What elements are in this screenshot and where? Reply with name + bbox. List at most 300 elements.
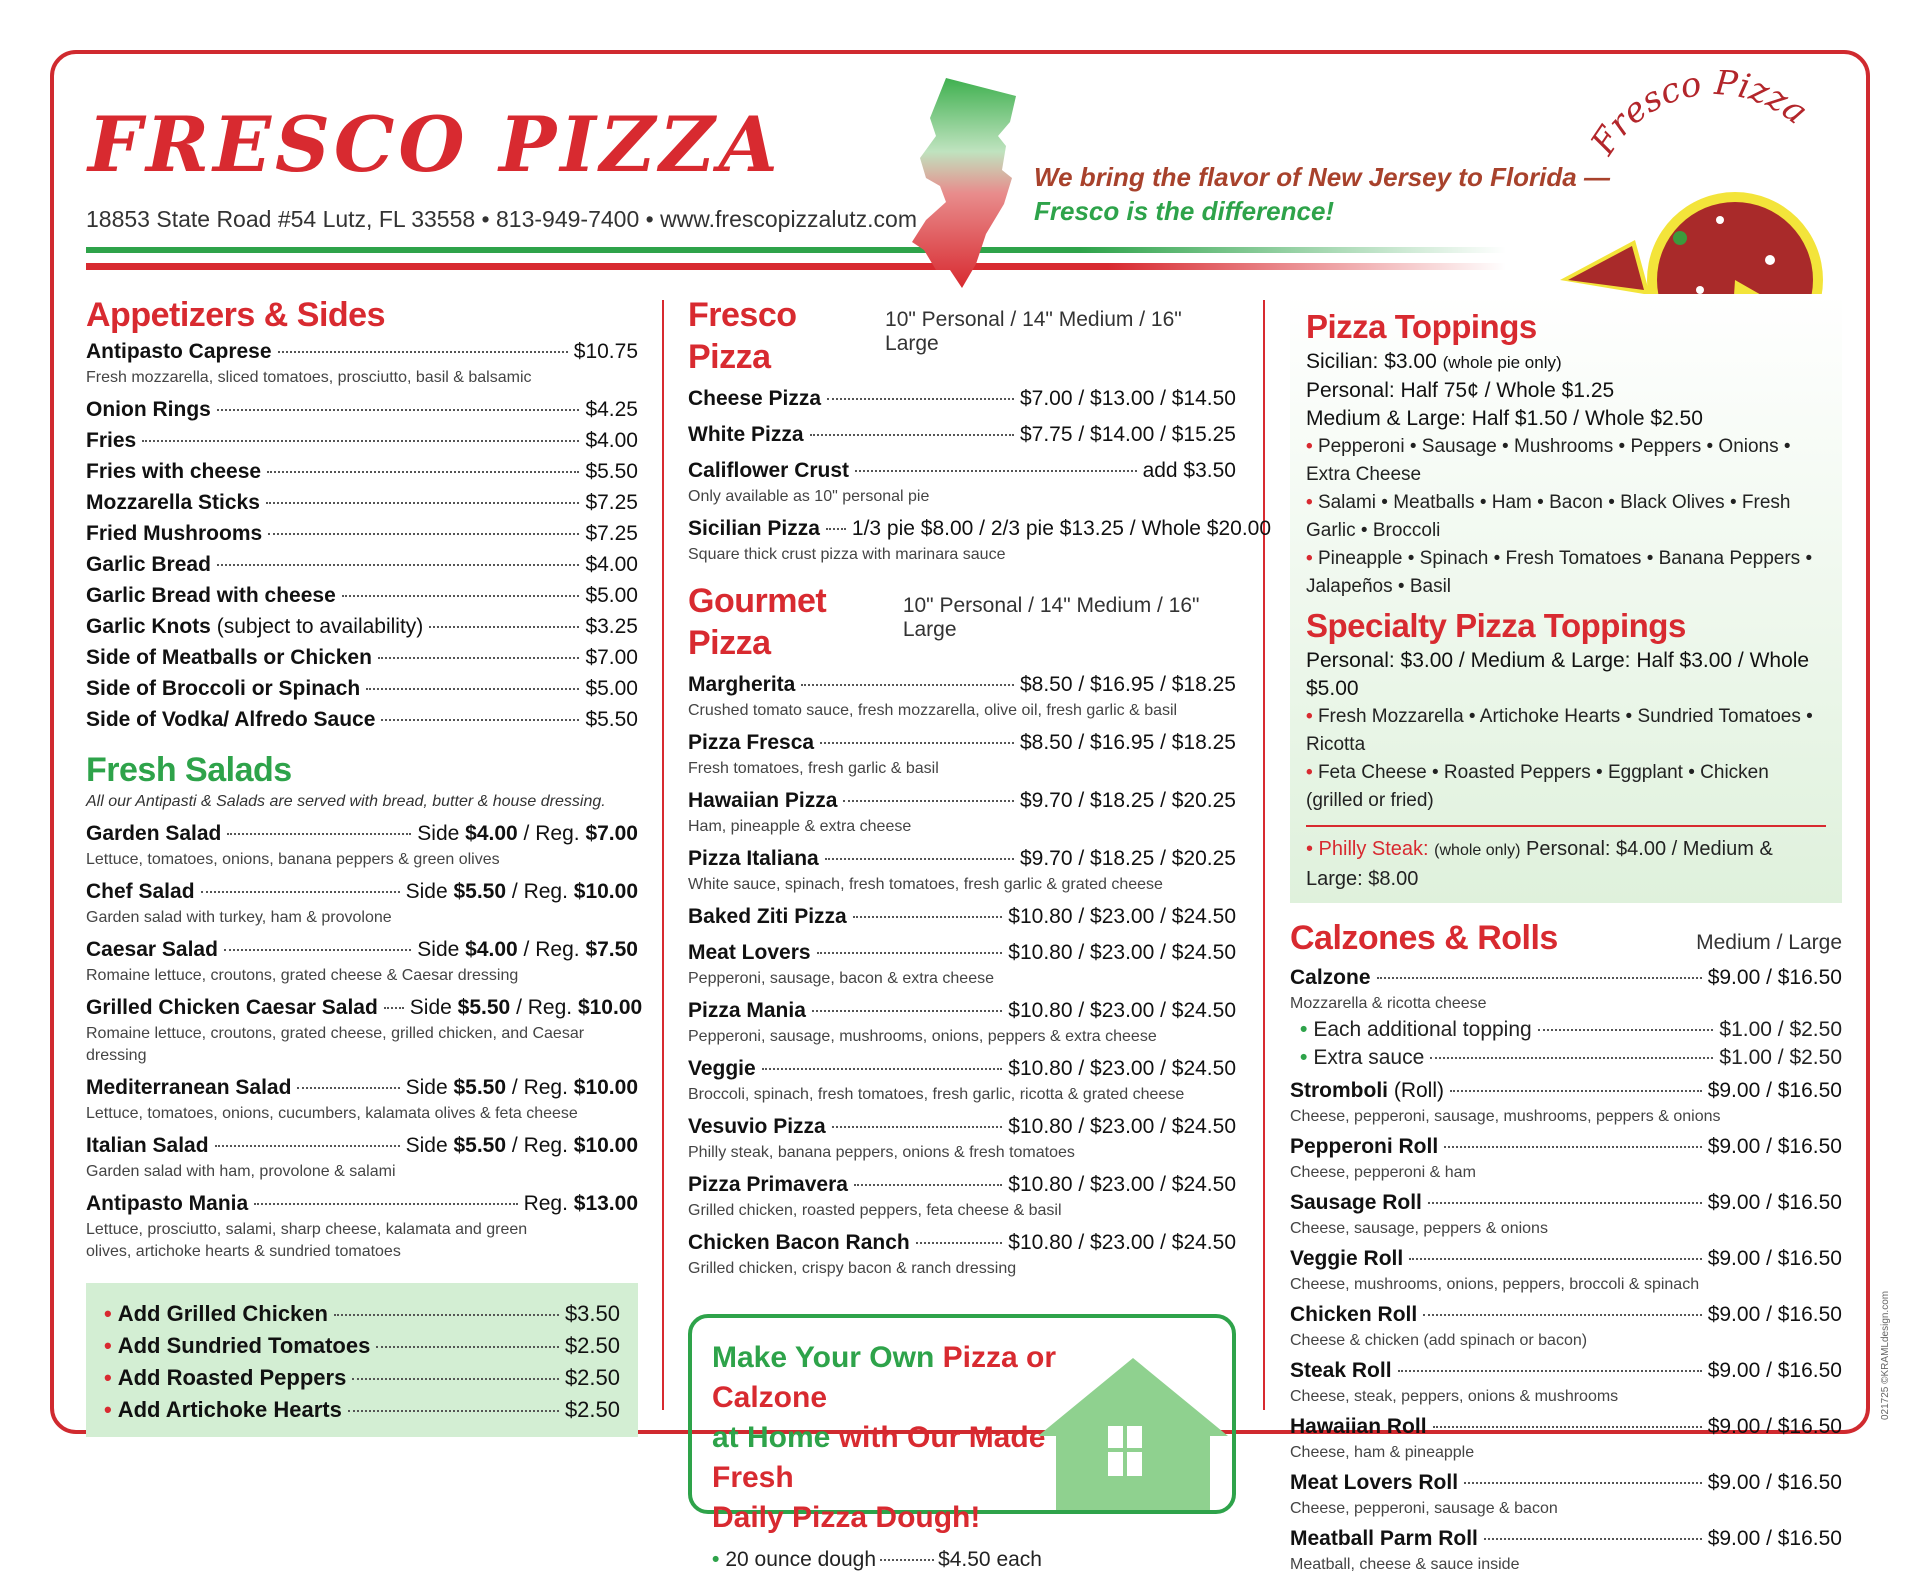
item-name-text: Hawaiian Roll: [1290, 1415, 1427, 1438]
addon-item: [104, 1394, 620, 1425]
leader-dots: [227, 833, 411, 835]
menu-item: [86, 612, 638, 642]
leader-dots: [1398, 1370, 1702, 1372]
item-price: $4.25: [585, 398, 638, 421]
calzone-extras-list: [1290, 1016, 1842, 1072]
menu-item: [688, 1228, 1236, 1258]
leader-dots: [429, 626, 579, 628]
leader-dots: [832, 1126, 1003, 1128]
item-desc: Crushed tomato sauce, fresh mozzarella, olive oil, fresh garlic & basil: [688, 702, 1178, 719]
leader-dots: [820, 742, 1014, 744]
bullet: •: [1300, 1018, 1308, 1041]
item-name-text: Pizza Fresca: [688, 731, 815, 754]
menu-item: [688, 420, 1236, 450]
item-name-text: Garlic Bread with cheese: [86, 584, 336, 607]
menu-item: [1290, 1300, 1842, 1330]
item-price: $4.00: [585, 429, 638, 452]
divider: [1306, 825, 1826, 827]
item-desc: Cheese, pepperoni & ham: [1290, 1164, 1476, 1181]
item-name: [86, 674, 360, 704]
leader-dots: [1464, 1482, 1702, 1484]
leader-dots: [825, 858, 1014, 860]
item-desc: Romaine lettuce, croutons, grated cheese, grilled chicken, and Caesar dressing: [86, 1025, 585, 1064]
item-name: [688, 1054, 756, 1084]
item-name-text: Vesuvio Pizza: [688, 1115, 826, 1138]
leader-dots: [266, 502, 580, 504]
dough-title-part: with Our Made Fresh: [712, 1421, 1046, 1494]
item-name: [86, 612, 423, 642]
addon-item: [104, 1362, 620, 1393]
item-name: Add Sundried Tomatoes: [117, 1333, 371, 1358]
item-price: $9.00 / $16.50: [1707, 1359, 1842, 1382]
item-name: Mediterranean Salad: [86, 1076, 292, 1099]
item-price: Side $4.00 / Reg. $7.50: [417, 938, 638, 961]
salads-list: [86, 819, 643, 1183]
logo-text: FRESCO PIZZA: [88, 100, 782, 189]
item-desc: Cheese, mushrooms, onions, peppers, broccoli & spinach: [1290, 1276, 1700, 1293]
menu-item: [86, 519, 638, 549]
address-line: 18853 State Road #54 Lutz, FL 33558 • 813-949-7400 • www.frescopizzalutz.com: [86, 206, 917, 232]
side-price: $5.50: [453, 1134, 507, 1157]
leader-dots: [1409, 1258, 1702, 1260]
menu-item: [86, 426, 638, 456]
salad-addons-box: [86, 1283, 638, 1437]
item-price: $10.80 / $23.00 / $24.50: [1008, 1057, 1236, 1080]
calzones-title: Calzones & Rolls: [1290, 919, 1558, 957]
item-name-text: Garlic Bread: [86, 553, 211, 576]
item-name-text: Side of Vodka/ Alfredo Sauce: [86, 708, 376, 731]
item-price: $9.00 / $16.50: [1707, 1135, 1842, 1158]
item-name: [688, 996, 806, 1026]
menu-item: [1290, 1356, 1842, 1386]
item-desc: Lettuce, tomatoes, onions, banana peppers & green olives: [86, 851, 500, 868]
item-name: Each additional topping: [1313, 1018, 1532, 1041]
dough-title-part: at Home: [712, 1421, 831, 1454]
leader-dots: [376, 1346, 559, 1348]
leader-dots: [254, 1203, 517, 1205]
addon-item: [104, 1330, 620, 1361]
menu-item: [86, 581, 638, 611]
calzone-extra: [1290, 1044, 1842, 1072]
leader-dots: [843, 800, 1014, 802]
fresco-sizes: 10" Personal / 14" Medium / 16" Large: [885, 308, 1182, 355]
item-name: Extra sauce: [1313, 1046, 1425, 1069]
side-label: Side: [417, 938, 460, 961]
column-left: [86, 294, 643, 1437]
toppings-box: [1290, 294, 1842, 903]
leader-dots: [224, 949, 411, 951]
svg-text:Fresco Pizza: [1583, 70, 1815, 163]
item-desc: Romaine lettuce, croutons, grated cheese & Caesar dressing: [86, 967, 519, 984]
column-middle: [688, 294, 1272, 1571]
item-price: $9.00 / $16.50: [1707, 1415, 1842, 1438]
item-price: $9.00 / $16.50: [1707, 1303, 1842, 1326]
item-desc: Pepperoni, sausage, bacon & extra cheese: [688, 970, 994, 987]
item-price: $10.80 / $23.00 / $24.50: [1008, 1173, 1236, 1196]
column-divider-1: [662, 300, 664, 1410]
leader-dots: [1484, 1538, 1702, 1540]
toppings-list-1: • Pepperoni • Sausage • Mushrooms • Peppers • Onions • Extra Cheese: [1306, 436, 1791, 485]
item-name-text: Pizza Mania: [688, 999, 806, 1022]
item-price: Side $5.50 / Reg. $10.00: [405, 1076, 638, 1099]
item-name: [1290, 1244, 1403, 1274]
item-desc: Cheese, pepperoni, sausage, mushrooms, peppers & onions: [1290, 1108, 1721, 1125]
leader-dots: [1423, 1314, 1702, 1316]
item-name: [688, 384, 821, 414]
design-credit: 021725 ©KRAMLdesign.com: [1880, 1290, 1891, 1420]
item-price: [524, 1189, 638, 1219]
menu-item: [86, 819, 638, 849]
item-price: $2.50: [564, 1397, 620, 1422]
item-desc: Lettuce, prosciutto, salami, sharp cheese, kalamata and green: [86, 1221, 528, 1238]
item-name-text: Fried Mushrooms: [86, 522, 263, 545]
menu-item: [688, 996, 1236, 1026]
menu-item: [688, 938, 1236, 968]
menu-item: [688, 384, 1236, 414]
item-name-text: Pizza Italiana: [688, 847, 819, 870]
item-price: $9.70 / $18.25 / $20.25: [1019, 789, 1236, 812]
item-name-text: Fries: [86, 429, 137, 452]
menu-item: [1290, 1524, 1842, 1554]
reg-label: Reg.: [523, 1076, 568, 1099]
toppings-personal: Personal: Half 75¢ / Whole $1.25: [1306, 379, 1615, 402]
side-price: $5.50: [453, 880, 507, 903]
item-price: $10.75: [573, 340, 638, 363]
leader-dots: [801, 684, 1014, 686]
leader-dots: [352, 1378, 559, 1380]
leader-dots: [142, 440, 579, 442]
item-name: [688, 844, 819, 874]
reg-price: $10.00: [573, 1076, 638, 1099]
menu-item: [688, 456, 1236, 486]
menu-item: [86, 337, 638, 367]
item-price: $10.80 / $23.00 / $24.50: [1008, 999, 1236, 1022]
slogan-line-1: We bring the flavor of New Jersey to Florida —: [1034, 162, 1610, 192]
item-price: $8.50 / $16.95 / $18.25: [1019, 673, 1236, 696]
item-price: $9.00 / $16.50: [1707, 966, 1842, 989]
leader-dots: [826, 528, 846, 530]
item-name: [86, 643, 372, 673]
item-price: $9.00 / $16.50: [1707, 1079, 1842, 1102]
dough-title-part: Make Your Own: [712, 1341, 935, 1374]
item-name-note: (subject to availability): [216, 615, 424, 638]
leader-dots: [853, 916, 1003, 918]
item-price: Side $4.00 / Reg. $7.00: [417, 822, 638, 845]
gourmet-sizes: 10" Personal / 14" Medium / 16" Large: [902, 594, 1200, 641]
leader-dots: [1450, 1090, 1702, 1092]
leader-dots: [880, 1559, 934, 1561]
item-price: $3.50: [564, 1301, 620, 1326]
item-price: $5.00: [585, 584, 638, 607]
leader-dots: [1444, 1146, 1702, 1148]
menu-item: [86, 1189, 638, 1219]
leader-dots: [812, 1010, 1002, 1012]
philly-price: Personal: $4.00 / Medium & Large: $8.00: [1306, 838, 1773, 890]
item-price: 1/3 pie $8.00 / 2/3 pie $13.25 / Whole $20.00: [851, 517, 1272, 540]
dough-price-line: [712, 1548, 1042, 1572]
item-price: $3.25: [585, 615, 638, 638]
item-price: $2.50: [564, 1333, 620, 1358]
item-name-text: Side of Meatballs or Chicken: [86, 646, 372, 669]
column-divider-2: [1263, 300, 1265, 1410]
item-name: [688, 1170, 848, 1200]
item-price: $7.75 / $14.00 / $15.25: [1019, 423, 1236, 446]
reg-price: $10.00: [577, 996, 643, 1019]
leader-dots: [201, 891, 400, 893]
leader-dots: [334, 1314, 559, 1316]
leader-dots: [268, 533, 579, 535]
item-name-text: Veggie Roll: [1290, 1247, 1404, 1270]
side-price: $5.50: [457, 996, 511, 1019]
item-name: [86, 705, 375, 735]
leader-dots: [817, 952, 1003, 954]
badge-text: Fresco Pizza: [1583, 70, 1816, 163]
reg-price: $7.00: [585, 822, 638, 845]
dough-title-part: Daily Pizza Dough!: [712, 1501, 981, 1534]
menu-item: [86, 395, 638, 425]
menu-item: [1290, 1468, 1842, 1498]
item-price: Side $5.50 / Reg. $10.00: [409, 996, 643, 1019]
item-price: $7.25: [585, 491, 638, 514]
menu-item: [688, 728, 1236, 758]
menu-item: [688, 670, 1236, 700]
item-name-text: Baked Ziti Pizza: [688, 905, 847, 928]
item-name: [1290, 1524, 1478, 1554]
item-name: [86, 337, 272, 367]
item-name-text: Garlic Knots: [86, 615, 211, 638]
toppings-list-3: • Pineapple • Spinach • Fresh Tomatoes • Banana Peppers • Jalapeños • Basil: [1306, 548, 1813, 597]
item-name-text: Sicilian Pizza: [688, 517, 820, 540]
item-price: add $3.50: [1142, 459, 1236, 482]
leader-dots: [762, 1068, 1003, 1070]
leader-dots: [215, 1145, 400, 1147]
specialty-list-1: • Fresh Mozzarella • Artichoke Hearts • Sundried Tomatoes • Ricotta: [1306, 706, 1813, 755]
item-name-text: Meat Lovers Roll: [1290, 1471, 1459, 1494]
item-desc: Cheese, ham & pineapple: [1290, 1444, 1475, 1461]
menu-item: [86, 1131, 638, 1161]
item-name: [688, 1112, 826, 1142]
item-name: [1290, 1132, 1438, 1162]
menu-item: [688, 1170, 1236, 1200]
item-name-text: Side of Broccoli or Spinach: [86, 677, 361, 700]
side-label: Side: [405, 1076, 448, 1099]
slogan: [1034, 160, 1610, 228]
leader-dots: [810, 434, 1014, 436]
leader-dots: [1428, 1202, 1702, 1204]
item-name: [688, 902, 847, 932]
item-name: [688, 514, 820, 544]
item-desc: Fresh mozzarella, sliced tomatoes, prosciutto, basil & balsamic: [86, 369, 532, 386]
item-price: $8.50 / $16.95 / $18.25: [1019, 731, 1236, 754]
fresco-pizza-header: [688, 294, 1236, 378]
gourmet-pizza-header: [688, 580, 1236, 664]
dough-title-part: Pizza or Calzone: [712, 1341, 1056, 1414]
item-price: $9.00 / $16.50: [1707, 1191, 1842, 1214]
item-name: Garden Salad: [86, 822, 222, 845]
menu-item: [86, 643, 638, 673]
bullet: •: [1300, 1046, 1308, 1069]
item-name-text: Pizza Primavera: [688, 1173, 848, 1196]
item-name: [1290, 1412, 1427, 1442]
item-desc: olives, artichoke hearts & sundried tomatoes: [86, 1243, 401, 1260]
reg-label: Reg.: [523, 880, 568, 903]
salads-note: All our Antipasti & Salads are served with bread, butter & house dressing.: [86, 793, 606, 810]
fresco-pizza-title: Fresco Pizza: [688, 296, 797, 376]
leader-dots: [378, 657, 580, 659]
item-name-text: Fries with cheese: [86, 460, 262, 483]
item-desc: Ham, pineapple & extra cheese: [688, 818, 912, 835]
side-price: $4.00: [465, 822, 518, 845]
item-name: Calzone: [1290, 966, 1371, 989]
dough-price: $4.50 each: [938, 1548, 1042, 1571]
item-name: [86, 581, 336, 611]
reg-price: $13.00: [573, 1192, 638, 1215]
reg-price: $7.50: [585, 938, 638, 961]
item-desc: Cheese, pepperoni, sausage & bacon: [1290, 1500, 1558, 1517]
leader-dots: [366, 688, 579, 690]
toppings-medium-large: Medium & Large: Half $1.50 / Whole $2.50: [1306, 407, 1703, 430]
salads-title: Fresh Salads: [86, 751, 292, 789]
leader-dots: [1377, 977, 1702, 979]
menu-item: [86, 935, 638, 965]
specialty-list-2: • Feta Cheese • Roasted Peppers • Eggplant • Chicken (grilled or fried): [1306, 762, 1769, 811]
leader-dots: [267, 471, 579, 473]
item-desc: Meatball, cheese & sauce inside: [1290, 1556, 1520, 1573]
item-name: [688, 670, 795, 700]
item-name: [688, 938, 811, 968]
item-name-text: Chicken Bacon Ranch: [688, 1231, 910, 1254]
item-name: Caesar Salad: [86, 938, 218, 961]
item-name-text: Antipasto Caprese: [86, 340, 272, 363]
reg-label: Reg.: [523, 1134, 568, 1157]
item-price: $10.80 / $23.00 / $24.50: [1008, 941, 1236, 964]
fresco-pizza-list: [688, 384, 1272, 566]
side-label: Side: [417, 822, 460, 845]
item-desc: Philly steak, banana peppers, onions & fresh tomatoes: [688, 1144, 1075, 1161]
menu-item: [86, 457, 638, 487]
item-name: [1290, 1468, 1458, 1498]
item-name: Add Grilled Chicken: [117, 1301, 328, 1326]
item-price: $10.80 / $23.00 / $24.50: [1008, 905, 1236, 928]
item-name: Grilled Chicken Caesar Salad: [86, 996, 378, 1019]
reg-label: Reg.: [523, 1192, 568, 1215]
item-price: $5.50: [585, 460, 638, 483]
item-name: [1290, 1188, 1422, 1218]
addon-item: [104, 1298, 620, 1329]
leader-dots: [1430, 1057, 1713, 1059]
reg-label: Reg.: [527, 996, 573, 1019]
new-jersey-icon: [906, 74, 1036, 294]
sicilian-note: (whole pie only): [1442, 353, 1562, 372]
specialty-list-text: Fresh Mozzarella • Artichoke Hearts • Sundried Tomatoes • Ricotta: [1306, 706, 1813, 755]
side-price: $4.00: [465, 938, 518, 961]
item-price: Side $5.50 / Reg. $10.00: [405, 880, 638, 903]
menu-item: [86, 1073, 638, 1103]
item-price: $1.00 / $2.50: [1719, 1046, 1842, 1069]
philly-note: (whole only): [1434, 842, 1521, 859]
side-label: Side: [405, 880, 448, 903]
item-name-text: Onion Rings: [86, 398, 211, 421]
philly-name: • Philly Steak:: [1306, 838, 1429, 860]
bullet: •: [712, 1548, 720, 1571]
item-desc: White sauce, spinach, fresh tomatoes, fresh garlic & grated cheese: [688, 876, 1163, 893]
red-stripe: [86, 263, 1506, 270]
menu-item: [1290, 1244, 1842, 1274]
leader-dots: [384, 1007, 404, 1009]
menu-item: [1290, 1412, 1842, 1442]
item-name-text: Steak Roll: [1290, 1359, 1392, 1382]
item-desc: Cheese, steak, peppers, onions & mushrooms: [1290, 1388, 1619, 1405]
item-name: [688, 1228, 910, 1258]
item-desc: Pepperoni, sausage, mushrooms, onions, peppers & extra cheese: [688, 1028, 1157, 1045]
leader-dots: [916, 1242, 1003, 1244]
toppings-title: Pizza Toppings: [1306, 308, 1537, 345]
item-price: $9.00 / $16.50: [1707, 1247, 1842, 1270]
menu-item: [86, 877, 638, 907]
item-name: [688, 456, 849, 486]
leader-dots: [855, 470, 1137, 472]
menu-item: [86, 674, 638, 704]
item-name-text: Mozzarella Sticks: [86, 491, 260, 514]
menu-item: [86, 488, 638, 518]
calzones-header: [1290, 917, 1842, 959]
item-price: $10.80 / $23.00 / $24.50: [1008, 1231, 1236, 1254]
menu-item: [688, 1054, 1236, 1084]
leader-dots: [1538, 1029, 1714, 1031]
menu-item: [1290, 963, 1842, 993]
item-price: $2.50: [564, 1365, 620, 1390]
side-label: Side: [409, 996, 452, 1019]
menu-item: [688, 902, 1236, 932]
item-price: $9.70 / $18.25 / $20.25: [1019, 847, 1236, 870]
side-label: Side: [405, 1134, 448, 1157]
toppings-list-2: • Salami • Meatballs • Ham • Bacon • Black Olives • Fresh Garlic • Broccoli: [1306, 492, 1791, 541]
item-desc: Cheese, sausage, peppers & onions: [1290, 1220, 1548, 1237]
menu-item: [86, 705, 638, 735]
toppings-list-text: Pineapple • Spinach • Fresh Tomatoes • Banana Peppers • Jalapeños • Basil: [1306, 548, 1813, 597]
specialty-list-text: Feta Cheese • Roasted Peppers • Eggplant • Chicken (grilled or fried): [1306, 762, 1769, 811]
item-name: [1290, 1076, 1444, 1106]
item-name-note: (Roll): [1393, 1079, 1445, 1102]
menu-item: [1290, 1132, 1842, 1162]
item-desc: Grilled chicken, crispy bacon & ranch dressing: [688, 1260, 1017, 1277]
item-price: $9.00 / $16.50: [1707, 1527, 1842, 1550]
dough-name: 20 ounce dough: [725, 1548, 876, 1571]
slogan-line-2: Fresco is the difference!: [1034, 196, 1335, 226]
addons-list: [104, 1298, 620, 1425]
menu-item: [1290, 1076, 1842, 1106]
item-price: $4.00: [585, 553, 638, 576]
leader-dots: [854, 1184, 1002, 1186]
dough-promo-box: [688, 1314, 1236, 1571]
menu-item: [86, 993, 643, 1023]
menu-item: [86, 550, 638, 580]
item-name: [688, 728, 814, 758]
item-name-text: Cheese Pizza: [688, 387, 822, 410]
item-desc: Only available as 10" personal pie: [688, 488, 930, 505]
item-name-text: Hawaiian Pizza: [688, 789, 838, 812]
item-name-text: Margherita: [688, 673, 796, 696]
item-name: [86, 457, 261, 487]
column-right: [1290, 294, 1842, 1577]
item-name-text: Califlower Crust: [688, 459, 850, 482]
item-name: [688, 786, 837, 816]
item-price: $7.00: [585, 646, 638, 669]
specialty-title: Specialty Pizza Toppings: [1306, 607, 1686, 644]
item-name-text: Veggie: [688, 1057, 756, 1080]
leader-dots: [217, 409, 580, 411]
side-price: $5.50: [453, 1076, 507, 1099]
